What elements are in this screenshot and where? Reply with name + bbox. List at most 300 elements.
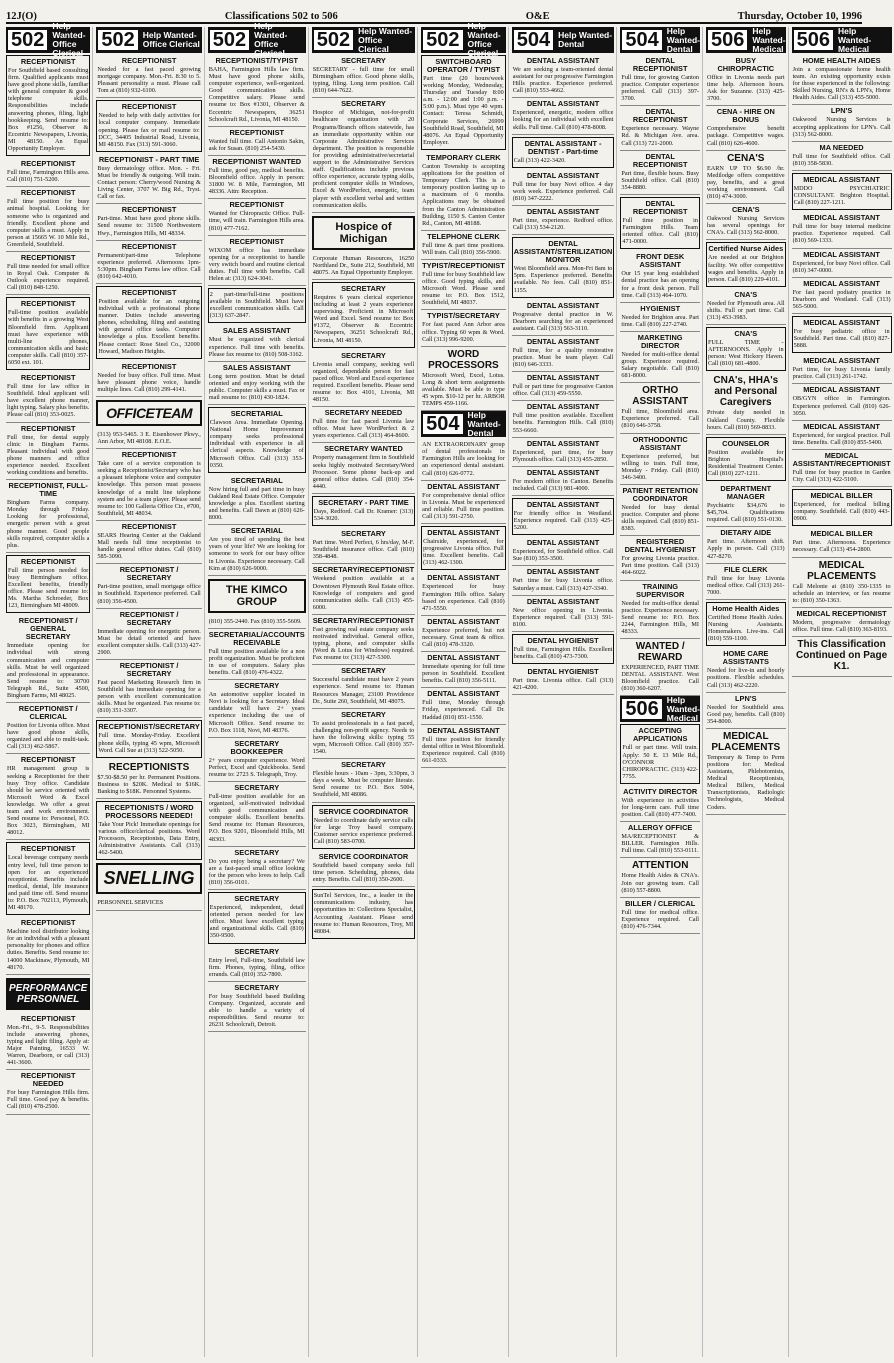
ad-title: TYPIST/SECRETARY xyxy=(427,311,500,321)
section-number: 502 xyxy=(6,28,49,52)
classified-ad xyxy=(208,407,306,473)
ad-text: EXPERIENCED, PART TIME DENTAL ASSISTANT. West Bloomfield practice. Call (810) 360-6207. xyxy=(621,664,699,693)
section-number: 502 xyxy=(312,28,355,52)
ad-text: Part time. Word Perfect, 6 hrs/day, M-F. Southfield insurance office. Call (810) 358-4848. xyxy=(312,539,415,561)
classified-ad xyxy=(6,55,90,156)
ad-text: Full time needed for small office in Royal Oak. Computer & Outlook experience required. Call (810) 848-1250. xyxy=(7,262,90,292)
ad-text: Experienced, for busy Novi office. Call (810) 347-0000. xyxy=(792,259,891,274)
ad-title: DENTAL ASSISTANT xyxy=(427,653,500,663)
ad-title: RECEPTIONIST xyxy=(20,918,76,928)
ad-text: Permanent/part-time Telephone experience preferred. Afternoons 1pm-5:30pm. Bingham Farms law office. Call (810) 642-4010. xyxy=(97,251,201,280)
classified-ad xyxy=(620,197,700,249)
classified-ad xyxy=(512,300,615,336)
ad-text: Full time person needed for busy Birmingham office. Excellent benefits, friendly office. Please send resume to: Ms. Martha Schroeder, Box 123, Birmingham MI 48009. xyxy=(8,566,89,610)
ad-title: MEDICAL BILLER xyxy=(810,529,873,539)
ad-title: RECEPTIONIST xyxy=(121,450,177,460)
ad-text: For friendly office in Westland. Experience required. Call (313) 425-5200. xyxy=(513,510,613,532)
section-number: 506 xyxy=(792,28,835,52)
ad-title: RECEPTIONIST xyxy=(121,361,177,371)
classified-ad xyxy=(620,858,700,897)
classified-ad xyxy=(6,297,90,370)
ad-title: DIETARY AIDE xyxy=(720,528,772,538)
classified-ad xyxy=(96,760,201,799)
ad-title: RECEPTIONIST / SECRETARY xyxy=(119,609,179,627)
ad-title: RECEPTIONIST / SECRETARY xyxy=(119,565,179,583)
ad-title: SECRETARY xyxy=(341,666,386,676)
ad-text: An automotive supplier located in Novi is looking for a Secretary. Ideal candidate will have 2+ years experience including the use of Microsoft Office. Send resume to: P.O. Box 1118, Novi, MI 48376. xyxy=(208,691,305,734)
ad-text: Experience preferred, but not necessary. Great team & office. Call (810) 478-3320. xyxy=(422,626,505,648)
ad-title: DENTAL ASSISTANT xyxy=(427,573,500,583)
classified-ad xyxy=(312,407,415,443)
advertiser-logo: PERFORMANCE PERSONNEL xyxy=(6,978,90,1010)
classified-ad xyxy=(421,55,506,150)
classified-ad xyxy=(96,564,201,608)
classified-ad xyxy=(96,609,201,660)
classified-ad xyxy=(620,383,700,433)
ad-text: Our 15 year long established dental practice has an opening for a front desk person. Full time. Call (313) 464-1070. xyxy=(621,270,699,299)
classified-ad xyxy=(208,616,306,629)
ad-text: Full time, Farmington Hills. Excellent benefits. Call (810) 473-7300. xyxy=(513,645,613,661)
classified-ad xyxy=(6,615,90,703)
ad-title: FRONT DESK ASSISTANT xyxy=(636,252,685,270)
classified-ad xyxy=(706,289,786,325)
issue-date: Thursday, October 10, 1996 xyxy=(737,11,862,22)
classified-ad xyxy=(512,401,615,437)
ad-text: Full time. Monday-Friday. Excellent phone skills, typing 45 wpm, Microsoft Word. Call Sue at (313) 522-5050. xyxy=(98,732,200,754)
ad-title: DENTAL ASSISTANT xyxy=(526,467,600,477)
ad-title: SECRETARY xyxy=(234,982,280,992)
section-title: Classifications 502 to 506 xyxy=(224,11,338,22)
ad-text: Full-time position available for an organized, self-motivated individual with good communication and computer skills. Excellent benefits. Send resume to: Human Resources, P.O. Box 9201, Bloomfield Hills, MI 48303. xyxy=(208,793,305,843)
ad-text: Full time for busy Livonia medical office. Call (313) 261-7000. xyxy=(706,574,785,596)
ad-title: SECRETARY BOOKKEEPER xyxy=(230,738,284,756)
classified-ad xyxy=(312,665,415,708)
ad-text: SECRETARY - full time for small Birmingham office. Good phone skills, typing, filing. Long term position. Call (810) 644-7622. xyxy=(312,66,415,95)
classified-ad xyxy=(792,55,892,105)
ad-text: Corporate Human Resources, 16250 Northland Dr., Suite 212, Southfield, MI 48075. An Equal Opportunity Employer. xyxy=(312,254,415,276)
classified-ad xyxy=(421,526,506,570)
ad-title: RECEPTIONIST xyxy=(121,56,177,65)
ad-text: Now hiring full and part time in busy Oakland Real Estate Office. Computer knowledge a plus. Excellent starting and benefits. Call Dawn at (810) 626-8000. xyxy=(208,485,305,522)
ad-text: Fast growing real estate company seeks motivated individual. General office, typing, phone, and computer skills (Word & Lotus for Windows) required. Fax resume to: (313) 427-5300. xyxy=(312,625,415,662)
classified-ad xyxy=(6,754,90,840)
ad-title: TELEPHONE CLERK xyxy=(427,231,500,241)
ad-text: New office opening in Livonia. Experience required. Call (313) 591-8100. xyxy=(512,606,614,628)
section-heading xyxy=(96,27,201,53)
ad-title: DENTAL ASSISTANT xyxy=(427,689,500,699)
classified-ad xyxy=(421,439,506,480)
classified-ad xyxy=(706,602,786,646)
ad-text: Local beverage company needs entry level, full time person to open for an experienced receptionist. Benefits include medical, dental, life insurance and paid time off. Send resume to: P.O. Box 702113, Plymouth, MI 48170. xyxy=(8,854,89,912)
ad-text: Livonia small company, seeking well organized, dependable person for fast paced office. Word and Excel experience required. Excellent benefits. Please send resume to: Box 4101, Livonia, MI 48150. xyxy=(312,360,415,404)
classified-ad xyxy=(421,616,506,652)
ad-title: SECRETARIAL/ACCOUNTS RECEIVABLE xyxy=(208,629,305,647)
ad-title: RECEPTIONIST xyxy=(20,373,76,383)
ad-title: RECEPTIONIST/SECRETARY xyxy=(98,722,200,732)
classified-ad xyxy=(620,151,700,195)
classified-ad xyxy=(6,187,90,252)
ad-text: PERSONNEL SERVICES xyxy=(97,899,164,907)
section-heading xyxy=(208,21,306,58)
classified-ad xyxy=(706,483,786,527)
ad-title: TRAINING SUPERVISOR xyxy=(636,581,685,599)
ad-text: Wanted full time. Call Antonio Sakin, ask for Susan. (810) 254-5430. xyxy=(208,137,305,152)
ad-text: Comprehensive benefit package. Competitive wages. Call (810) 626-4600. xyxy=(706,125,785,147)
classified-ad xyxy=(792,105,892,141)
ad-title: MARKETING DIRECTOR xyxy=(637,332,683,350)
classified-ad xyxy=(208,738,306,782)
section-heading xyxy=(620,696,700,722)
ad-title: SERVICE COORDINATOR xyxy=(318,851,409,861)
ad-title: SECRETARY xyxy=(341,760,386,770)
classified-ad xyxy=(421,481,506,524)
ad-text: Full time for Southfield office. Call (810) 358-5830. xyxy=(792,152,891,167)
ad-title: RECEPTIONIST xyxy=(229,127,285,137)
classified-ad xyxy=(96,429,201,449)
classified-ad xyxy=(96,897,201,910)
section-title: Help Wanted-Medical xyxy=(752,25,786,54)
ad-title: DENTAL RECEPTIONIST xyxy=(632,198,688,216)
ad-title: MEDICAL ASSISTANT xyxy=(803,317,880,327)
ad-text: Experienced, energetic, modern office looking for an individual with excellent skills. Full time. Call (810) 478-8008. xyxy=(512,109,614,131)
classified-ad xyxy=(208,362,306,405)
ad-title: RECEPTIONIST xyxy=(229,200,285,210)
classified-ad xyxy=(706,648,786,692)
classified-ad xyxy=(706,242,786,286)
ad-title: TYPIST/RECEPTIONIST xyxy=(422,260,505,270)
ad-text: Full time, Bloomfield area. Experience preferred. Call (810) 646-3758. xyxy=(621,408,699,430)
classified-ad xyxy=(208,629,306,680)
ad-text: Needed for busy office. Full time. Must have pleasant phone voice, handle multiple lines. Call (810) 299-4141. xyxy=(97,371,201,393)
ad-text: Part time. Afternoon shift. Apply in person. Call (313) 427-8270. xyxy=(706,538,785,560)
ad-title: MEDICAL ASSISTANT xyxy=(803,213,880,223)
ad-text: Join a compassionate home health team. An existing opportunity exists for those experienced in the following: Skilled Nursing, RN's & LPN's, Home Health Aides. Call (313) 455-5000. xyxy=(792,66,891,102)
ad-text: Busy dermatology office. Mon. - Fri. Must be friendly & outgoing. Will train. Contact person: Cherry/wood Nursing & Living Center, 3707 W. Big Rd., Tryst. Call or fax. xyxy=(97,164,201,201)
classified-ad xyxy=(96,801,201,860)
classified-ad xyxy=(208,782,306,847)
ad-title: DENTAL ASSISTANT xyxy=(526,336,600,346)
ad-text: Experience necessary. Wayne Rd. & Michigan Ave. area. Call (313) 721-2000. xyxy=(621,125,699,147)
ad-text: Experienced for busy Farmington Hills office. Salary based on experience. Call (810) 471-5550. xyxy=(422,583,505,612)
classified-ad xyxy=(6,842,90,915)
ad-title: DENTAL RECEPTIONIST xyxy=(632,151,688,169)
classified-ad xyxy=(96,286,201,359)
ad-title: DENTAL ASSISTANT xyxy=(526,596,600,606)
classified-ad xyxy=(208,892,306,943)
ad-text: Full time for busy Southfield law office. Good typing skills, and Microsoft Word. Please send resume to: P.O. Box 1512, Southfield, MI 48037. xyxy=(422,270,505,307)
section-heading xyxy=(421,411,506,437)
classified-ad xyxy=(6,703,90,754)
page-code: 12J(O) xyxy=(6,11,37,22)
classified-ad xyxy=(706,151,786,204)
ad-text: Position available for Brighton Hospital's Residential Treatment Center. Call (810) 227-1211. xyxy=(707,448,784,477)
classified-ad xyxy=(512,237,615,297)
ad-title: RECEPTIONIST xyxy=(20,1013,76,1023)
ad-title: RECEPTIONIST xyxy=(121,521,177,531)
classified-ad xyxy=(96,660,201,718)
ad-text: SEARS Hearing Center at the Oakland Mall needs full time receptionist to handle general office duties. Call (810) 585-3090. xyxy=(97,531,201,561)
ad-title: RECEPTIONIST xyxy=(20,423,76,433)
classified-ad xyxy=(706,693,786,729)
ad-title: CNA's, HHA's and Personal Caregivers xyxy=(713,375,779,409)
section-heading xyxy=(620,27,700,53)
ad-text: Needed for Brighton area. Part time. Call (810) 227-2740. xyxy=(621,313,699,328)
classified-ad xyxy=(792,249,892,278)
ad-text: For busy pediatric office in Southfield. Part time. Call (810) 827-5888. xyxy=(793,327,890,350)
ad-text: Position available for an outgoing individual with a professional phone manner. Duties include answering phones, scheduling, filing and assisting with general office tasks. Computer knowledge a plus. Excellent benefits. Please contact: Rose Steel Co., 32000 Howard, Madison Heights. xyxy=(98,297,200,355)
classified-ad xyxy=(620,639,700,696)
classified-ad xyxy=(6,372,90,422)
paper-name: O&E xyxy=(525,11,550,22)
ad-title: SECRETARY xyxy=(234,783,280,792)
section-heading xyxy=(512,27,615,53)
ad-text: FULL TIME - AFTERNOONS. Apply in person: West Hickory Haven. Call (810) 681-4800. xyxy=(707,339,784,368)
ad-title: SERVICE COORDINATOR xyxy=(318,806,409,816)
ad-text: Full time for busy practice in Garden City. Call (313) 422-5100. xyxy=(792,468,891,483)
ad-text: Requires 6 years clerical experience including at least 2 years experience supervising. Proficient in Microsoft Word and Excel. Send resume to: Box #1372, Observer & Eccentric Newspapers, 36251 Schoolcraft Rd., Livonia, MI 48150. xyxy=(313,293,414,344)
ad-text: Certified Home Health Aides. Nursing Assistants. Homemakers. Live-ins. Call (810) 559-1100. xyxy=(707,613,784,643)
section-title: Help Wanted-Office Clerical xyxy=(467,21,501,58)
ad-text: For growing Livonia practice. Part time position. Call (313) 464-6022. xyxy=(621,555,699,577)
classified-ad xyxy=(6,480,90,553)
classified-ad xyxy=(312,528,415,564)
classified-ad xyxy=(312,496,415,526)
ad-text: Southfield based company seeks full time person. Scheduling, phones, data entry. Benefits. Call (810) 350-2600. xyxy=(312,861,415,884)
ad-title: DENTAL ASSISTANT xyxy=(526,56,600,65)
classified-ad xyxy=(792,637,892,677)
classified-column xyxy=(792,27,894,1357)
classified-ad xyxy=(312,98,415,212)
ad-title: SWITCHBOARD OPERATOR / TYPIST xyxy=(426,57,501,74)
classified-ad xyxy=(792,278,892,314)
classified-ad xyxy=(421,725,506,768)
ad-text: Flexible hours - 10am - 3pm, 3:30pm, 3 days a week. Must be computer literate. Send resume to: P.O. Box 5004, Southfield, MI 48086. xyxy=(312,770,415,799)
ad-text: For comprehensive dental office in Livonia. Must be experienced and reliable. Full time position. Call (313) 591-2750. xyxy=(422,491,505,520)
ad-text: Call Melonie at (810) 350-1335 to schedule an interview, or fax resume to: (810) 350-1363. xyxy=(792,582,891,604)
classified-ad xyxy=(421,310,506,346)
ad-text: SunTel Services, Inc., a leader in the communications industry, has opportunities in: Collections Specialist, Accounting Assistant. Please send resume to: Human Resources, Troy, MI 48084. xyxy=(313,892,414,935)
ad-text: To assist professionals in a fast paced, challenging non-profit agency. Needs to have the following skills: typing 55 wpm, Microsoft Office. Call (810) 357-1540. xyxy=(312,719,415,756)
ad-text: Full time for law office in Southfield. Ideal applicant will have excellent phone manner, light typing. Salary plus benefits. Please call (810) 353-0025. xyxy=(7,383,90,419)
classified-ad xyxy=(208,475,306,525)
advertiser-logo: Hospice of Michigan xyxy=(312,216,415,250)
ad-text: We are seeking a team-oriented dental assistant for our progressive Farmington Hills practice. Experience preferred. Call (810) 553-4662. xyxy=(512,66,614,95)
ad-text: For Southfield based consulting firm. Qualified applicants must have good phone skills, familiar with general computer & good telephone skills. Responsibilities include answering phones, filing, light bookkeeping. Send resume to: Box #1256, Observer & Eccentric Newspapers, Livonia, MI 48150. An Equal Opportunity Employer. xyxy=(8,67,89,153)
ad-title: CENA'S xyxy=(731,205,760,215)
ad-title: RECEPTIONIST, FULL-TIME xyxy=(8,481,88,499)
ad-title: RECEPTIONISTS xyxy=(108,761,190,773)
classified-ad xyxy=(706,564,786,600)
ad-title: DENTAL ASSISTANT xyxy=(427,725,500,735)
classified-ad xyxy=(792,528,892,557)
ad-text: Immediate opening for energetic person. Must be detail oriented and have excellent computer skills. Call (313) 427-2900. xyxy=(97,627,201,656)
ad-title: DENTAL ASSISTANT xyxy=(427,528,500,538)
section-number: 502 xyxy=(96,28,139,52)
classified-ad xyxy=(421,652,506,688)
classified-ad xyxy=(512,336,615,372)
ad-text: Canton Township is accepting applications for the position of Temporary Clerk. This is a temporary position lasting up to a maximum of 6 months. Applications may be obtained from the Canton Administration Building, 1150 S. Canton Center Rd., Canton, MI 48188. xyxy=(422,162,505,227)
classified-ad xyxy=(620,251,700,302)
ad-text: Microsoft Word, Excel, Lotus. Long & short term assignments available. Must be able to type 45 wpm. $10-12 per hr. ARBOR TEMPS 459-1166. xyxy=(422,371,505,408)
ad-title: MEDICAL ASSISTANT xyxy=(803,356,880,366)
classified-ad xyxy=(792,142,892,171)
ad-text: Full time, for dental supply clinic in Bingham Farms. Pleasant individual with good phone manners and office experience needed. Excellent working conditions and benefits. xyxy=(7,433,90,477)
classified-ad xyxy=(620,822,700,858)
classified-ad xyxy=(512,498,615,535)
ad-text: Part-time position, small mortgage office in Southfield. Experience preferred. Call (810) 356-4500. xyxy=(97,583,201,605)
ad-title: MEDICAL ASSISTANT xyxy=(803,385,880,395)
classified-ad xyxy=(512,55,615,98)
ad-title: COUNSELOR xyxy=(722,438,770,448)
ad-text: BAHA, Farmington Hills law firm. Must have good phone skills, computer experience, well-organized. Good communication skills. Competitive salary. Please send resume to: Box #1301, Observer & Eccentric Newspapers, 36251 Schoolcraft Rd., Livonia, MI 48150. xyxy=(208,66,305,123)
classified-column xyxy=(421,21,509,1357)
classified-ad xyxy=(6,158,90,187)
ad-title: DENTAL ASSISTANT - DENTIST - Part-time xyxy=(524,138,602,156)
ad-text: Part time, for busy Livonia family practice. Call (313) 261-1742. xyxy=(792,366,891,381)
ad-title: SECRETARIAL xyxy=(230,409,283,419)
section-number: 502 xyxy=(421,28,464,52)
classified-ad xyxy=(421,152,506,231)
ad-title: DENTAL RECEPTIONIST xyxy=(632,107,688,125)
ad-text: For busy Farmington Hills firm. Full time. Good pay & benefits. Call (810) 478-2500. xyxy=(7,1089,90,1111)
ad-title: HYGIENIST xyxy=(640,303,681,313)
classified-ad xyxy=(96,55,201,98)
section-title: Help Wanted-Office Clerical xyxy=(142,30,200,49)
ad-title: DENTAL ASSISTANT/STERILIZATION MONITOR xyxy=(513,239,613,265)
ad-title: MEDICAL ASSISTANT xyxy=(803,278,880,288)
ad-title: SECRETARY NEEDED xyxy=(324,408,403,418)
classified-ad xyxy=(96,154,201,204)
ad-text: Full time for fast paced Livonia law office. Must have WordPerfect & 2 years experience. Call (313) 464-8600. xyxy=(312,418,415,440)
ad-text: Take Your Pick! Immediate openings for various office/clerical positions. Word Processors, Receptionists, Data Entry, Administrative Assistants. Call (313) 462-5400. xyxy=(98,821,200,857)
ad-text: Psychiatric $34,676 to $45,704. Qualifications required. Call (810) 551-0130. xyxy=(706,502,785,524)
classified-ad xyxy=(6,423,90,481)
classified-ad xyxy=(620,303,700,332)
ad-title: SECRETARY xyxy=(341,709,386,719)
classified-ad xyxy=(312,759,415,802)
ad-title: RECEPTIONIST - PART TIME xyxy=(98,154,200,164)
ad-text: HR management group is seeking a Receptionist for their busy Troy office. Candidate should be service oriented with Microsoft Word & Excel knowledge. We offer a great team and work environment. Send resume to: Personnel, P.O. Box 3023, Birmingham, MI 48012. xyxy=(7,765,90,837)
ad-title: RECEPTIONIST xyxy=(20,252,76,262)
ad-title: CNA'S xyxy=(734,289,758,299)
ad-title: SECRETARY xyxy=(341,56,386,65)
ad-title: CNA'S xyxy=(734,329,758,339)
ad-text: For fast paced Ann Arbor area office. Typing 60 wpm & Word. Call (313) 996-9200. xyxy=(422,321,505,343)
ad-text: Machine tool distributor looking for an individual with a pleasant personality for phones and office duties. Benefits. Send resume to: 14000 Mackinaw, Plymouth, MI 48170. xyxy=(7,928,90,971)
ad-text: For fast paced podiatry practice in Dearborn and Westland. Call (313) 565-5000. xyxy=(792,288,891,310)
ad-title: ACTIVITY DIRECTOR xyxy=(623,786,698,796)
ad-title: ATTENTION xyxy=(631,860,689,872)
classified-ad xyxy=(208,236,306,286)
ad-title: DENTAL ASSISTANT xyxy=(526,170,600,180)
ad-text: Full time for busy internal medicine practice. Experience required. Call (810) 569-1333. xyxy=(792,223,891,245)
classified-ad xyxy=(208,680,306,738)
classified-ad xyxy=(706,204,786,240)
ad-text: Call (313) 422-3420. xyxy=(513,156,566,164)
ad-text: Chairside, experienced, for progressive Livonia office. Full time. Excellent benefits. Call (313) 462-1300. xyxy=(423,538,504,567)
ad-text: Modern, progressive dermatology office. Full time. Call (810) 363-8193. xyxy=(792,618,891,633)
classified-ad xyxy=(620,434,700,485)
ad-text: Needed for busy dental practice. Computer and phone skills required. Call (810) 851-8383. xyxy=(621,503,699,533)
ad-title: DENTAL ASSISTANT xyxy=(526,300,600,310)
ad-title: DENTAL ASSISTANT xyxy=(427,616,500,626)
classified-ad xyxy=(96,720,201,757)
section-title: Help Wanted-Medical xyxy=(666,694,700,723)
ad-text: Full time for busy Novi office. 4 day work week. Experience preferred. Call (810) 347-2222. xyxy=(512,180,614,202)
ad-title: DENTAL RECEPTIONIST xyxy=(632,56,688,73)
ad-title: SECRETARY xyxy=(234,847,280,857)
ad-text: Part time. Livonia office. Call (313) 421-4200. xyxy=(512,677,614,692)
ad-text: Entry level, Full-time, Southfield law firm. Phones, typing, filing, office errands. Call (810) 352-7800. xyxy=(208,956,305,978)
ad-text: Mon.-Fri., 9-5. Responsibilities include answering phones, typing and light filing. Apply at: Major Painting, 16533 W. Warren, Dearborn, or call (313) 441-3600. xyxy=(7,1023,90,1067)
ad-title: LPN'S xyxy=(735,693,757,703)
section-heading xyxy=(6,21,90,58)
ad-text: Full-time position available with benefits in a growing West Bloomfield firm. Applicant must have experience with multi-line phones, communication skills and basic computer skills. Call (810) 357-6050 ext. 101. xyxy=(8,309,89,366)
classified-column xyxy=(620,27,703,1357)
ad-title: TEMPORARY CLERK xyxy=(426,152,501,162)
section-heading xyxy=(421,21,506,58)
ad-text: Full time, Monday through Friday, experienced. Call Dr. Haddad (810) 851-1550. xyxy=(422,699,505,721)
classified-ad xyxy=(421,231,506,260)
ad-text: Home Health Aides & CNA's. Join our growing team. Call (810) 557-8800. xyxy=(621,872,699,894)
ad-text: Private duty needed in Oakland County. Flexible hours. Call (810) 569-8833. xyxy=(706,409,785,431)
classified-ad xyxy=(208,288,306,323)
ad-title: DENTAL ASSISTANT xyxy=(526,500,600,509)
section-number: 504 xyxy=(421,412,464,436)
classified-ad xyxy=(208,325,306,361)
ad-title: MEDICAL ASSISTANT/RECEPTIONIST xyxy=(792,450,891,468)
ad-title: SECRETARY/RECEPTIONIST xyxy=(312,615,415,625)
ad-title: MEDICAL ASSISTANT xyxy=(803,421,880,431)
classified-ad xyxy=(620,55,700,106)
ad-text: Needed to coordinate daily service calls for large Troy based company. Customer service experience preferred. Call (810) 583-0700. xyxy=(313,816,414,845)
ad-text: Successful candidate must have 2 years experience. Send resume to: Human Resources Manager, 23100 Providence Dr., Suite 260, Southfield, MI 48075. xyxy=(312,676,415,705)
section-number: 506 xyxy=(706,28,749,52)
ad-text: Needed for multi-office dental group. Experience required. Salary negotiable. Call (810) 681-8000. xyxy=(621,350,699,380)
ad-text: WIXOM office has immediate opening for a receptionist to handle very switch board and routine clerical duties. Full time with benefits. Call Helen at: (313) 624-3041. xyxy=(208,246,305,282)
ad-title: SECRETARIAL xyxy=(230,526,283,536)
ad-title: SALES ASSISTANT xyxy=(222,362,291,372)
classified-ad xyxy=(792,558,892,608)
ad-title: MA NEEDED xyxy=(819,142,864,152)
classified-ad xyxy=(312,55,415,98)
classified-ad xyxy=(512,634,615,664)
ad-text: Part time (20 hours/week working Monday, Wednesday, Thursday and Tuesday 8:00 a.m. - 12:00 and 1:00 p.m. - 5:00 p.m.). Must type 40 wpm. Contact: Teresa Schmidt, Corporate Services, 26999 Southfield Road, Southfield, MI 48076. An Equal Opportunity Employer. xyxy=(423,75,504,146)
ad-title: DENTAL ASSISTANT xyxy=(526,99,600,109)
ad-title: RECEPTIONIST / CLERICAL xyxy=(18,704,78,722)
ad-title: RECEPTIONIST xyxy=(20,556,76,566)
classified-ad xyxy=(96,361,201,397)
classified-ad xyxy=(620,786,700,822)
classified-ad xyxy=(620,332,700,383)
ad-text: Oakwood Nursing Services is accepting applications for LPN's. Call (313) 562-8000. xyxy=(792,116,891,138)
ad-title: RECEPTIONIST / GENERAL SECRETARY xyxy=(18,616,78,642)
classified-ad xyxy=(312,253,415,280)
advertiser-logo: OFFICETEAM xyxy=(96,400,201,426)
ad-text: MA/RECEPTIONIST & BILLER. Farmington Hills. Full time. Call (810) 553-0111. xyxy=(621,833,699,855)
ad-text: Full time, for a quality restorative practice. Must be team player. Call (810) 646-3333. xyxy=(512,346,614,369)
ad-title: BUSY CHIROPRACTIC xyxy=(717,56,775,73)
ad-title: WANTED / REWARD xyxy=(635,641,685,664)
ad-text: Needed to help with daily activities for local computer company. Immediate opening. Please fax or mail resume to: DCC, 34405 Industrial Road, Livonia, MI 48150. Fax (313) 591-3060. xyxy=(98,112,200,148)
classified-ad xyxy=(512,170,615,206)
ad-text: Do you enjoy being a secretary? We are a fast-paced small office looking for the person who loves to help. Call (810) 356-0101. xyxy=(208,857,305,886)
ad-text: Wanted for Chiropractic Office. Full-time, will train. Farmington Hills area. (810) 477-7162. xyxy=(208,210,305,232)
ad-text: $7.50-$8.50 per hr. Permanent Positions. Business to $20K. Medical to $16K. Banking to $18K. Personnel Systems. xyxy=(97,773,201,795)
ad-title: ORTHO ASSISTANT xyxy=(632,385,689,408)
classified-ad xyxy=(512,137,615,168)
ad-text: Fast paced Marketing Research firm in Southfield has immediate opening for a person with excellent communication skills. Must be organized. Fax resume to: (810) 351-3307. xyxy=(97,678,201,715)
